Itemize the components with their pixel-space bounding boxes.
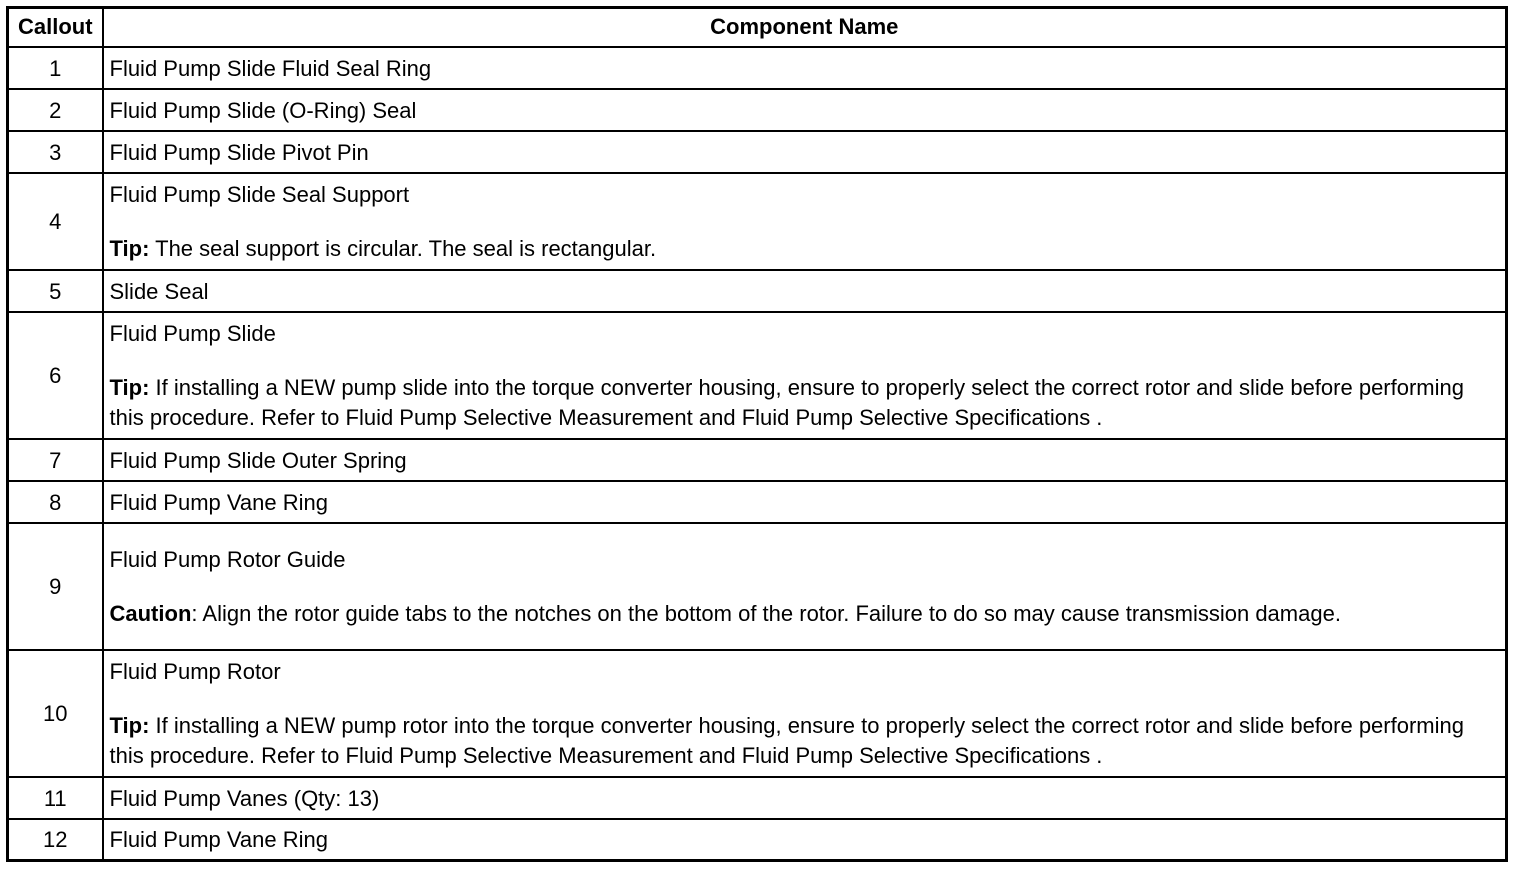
component-name-text: Fluid Pump Rotor Guide	[109, 547, 346, 572]
component-name	[103, 89, 1507, 131]
table-row	[8, 481, 1507, 523]
component-name	[103, 777, 1507, 819]
component-name	[103, 47, 1507, 89]
table-row	[8, 270, 1507, 312]
component-name	[103, 819, 1507, 860]
component-name-text: Fluid Pump Slide Fluid Seal Ring	[109, 55, 432, 81]
table-row	[8, 47, 1507, 89]
component-name	[103, 270, 1507, 312]
component-name-text: Fluid Pump Rotor	[109, 659, 281, 684]
note-label: Caution	[109, 601, 192, 626]
table-row	[8, 439, 1507, 481]
note-text: If installing a NEW pump slide into the torque converter housing, ensure to properly select the correct rotor and slide before performing this procedure. Refer to Fluid Pump Selective Measurement and Fluid Pump Selective Specifications .	[109, 375, 1464, 430]
component-name-text: Fluid Pump Vane Ring	[109, 489, 328, 515]
callout-number: 6	[8, 312, 103, 439]
table-row	[8, 777, 1507, 819]
tip-note	[110, 373, 1500, 433]
note-label: Tip:	[109, 375, 150, 400]
callout-header: Callout	[8, 8, 103, 48]
table-row	[8, 819, 1507, 860]
component-name-text: Fluid Pump Slide Outer Spring	[109, 447, 407, 473]
callout-number: 1	[8, 47, 103, 89]
component-name	[103, 173, 1507, 270]
note-text: : Align the rotor guide tabs to the notches on the bottom of the rotor. Failure to do so may cause transmission damage.	[191, 601, 1341, 626]
callout-number: 12	[8, 819, 103, 860]
table-header-row	[8, 8, 1507, 48]
component-name	[103, 439, 1507, 481]
callout-number: 2	[8, 89, 103, 131]
component-name-text: Fluid Pump Slide Pivot Pin	[109, 139, 369, 165]
component-name-header: Component Name	[103, 8, 1507, 48]
note-label: Tip:	[109, 713, 150, 738]
caution-note	[110, 599, 1500, 629]
callout-number: 4	[8, 173, 103, 270]
callout-number: 3	[8, 131, 103, 173]
component-name	[103, 650, 1507, 777]
component-name-text: Fluid Pump Slide	[109, 321, 276, 346]
table-row	[8, 312, 1507, 439]
callout-number: 10	[8, 650, 103, 777]
component-table	[6, 6, 1508, 862]
component-name	[103, 131, 1507, 173]
table-row	[8, 173, 1507, 270]
tip-note	[110, 234, 1500, 264]
note-text: The seal support is circular. The seal is rectangular.	[149, 236, 657, 261]
component-name-text: Fluid Pump Vanes (Qty: 13)	[109, 785, 380, 811]
note-text: If installing a NEW pump rotor into the torque converter housing, ensure to properly select the correct rotor and slide before performing this procedure. Refer to Fluid Pump Selective Measurement and Fluid Pump Selective Specifications .	[109, 713, 1464, 768]
table-row	[8, 523, 1507, 650]
table-row	[8, 650, 1507, 777]
callout-number: 11	[8, 777, 103, 819]
callout-number: 8	[8, 481, 103, 523]
component-name	[103, 523, 1507, 650]
callout-number: 5	[8, 270, 103, 312]
component-name	[103, 312, 1507, 439]
callout-number: 9	[8, 523, 103, 650]
table-row	[8, 131, 1507, 173]
component-name	[103, 481, 1507, 523]
component-name-text: Fluid Pump Slide Seal Support	[109, 182, 410, 207]
component-name-text: Slide Seal	[109, 278, 209, 304]
note-label: Tip:	[109, 236, 150, 261]
callout-number: 7	[8, 439, 103, 481]
table-row	[8, 89, 1507, 131]
component-name-text: Fluid Pump Vane Ring	[109, 826, 328, 852]
component-name-text: Fluid Pump Slide (O-Ring) Seal	[109, 97, 417, 123]
tip-note	[110, 711, 1500, 771]
